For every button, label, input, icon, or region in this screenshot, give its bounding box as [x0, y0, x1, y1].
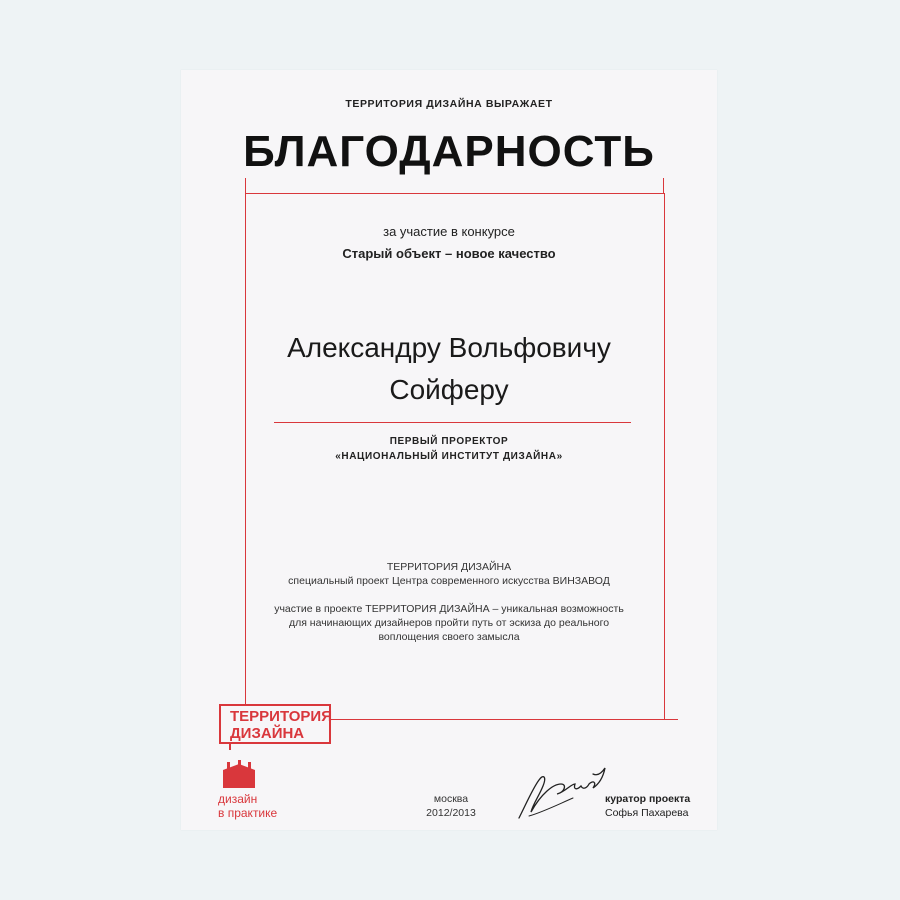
recipient-name-line1: Александру Вольфовичу — [287, 332, 611, 363]
frame-corner-mark — [245, 178, 246, 193]
city-and-years — [391, 792, 511, 820]
participation-description — [181, 602, 717, 644]
recipient-position-line1: ПЕРВЫЙ ПРОРЕКТОР — [389, 436, 509, 447]
curator-role: куратор проекта — [605, 793, 691, 805]
project-description: специальный проект Центра современного искусства ВИНЗАВОД — [288, 575, 610, 587]
city: москва — [433, 793, 469, 805]
logo-line2: ДИЗАЙНА — [230, 725, 305, 742]
certificate-title: БЛАГОДАРНОСТЬ — [243, 127, 655, 176]
territory-design-logo — [219, 704, 331, 744]
house-icon — [219, 760, 259, 790]
project-name: ТЕРРИТОРИЯ ДИЗАЙНА — [386, 561, 512, 573]
frame-corner-mark — [663, 178, 664, 193]
practice-line2: в практике — [218, 806, 278, 820]
curator-block — [605, 792, 690, 820]
design-in-practice-logo — [218, 792, 277, 820]
header-subtitle: ТЕРРИТОРИЯ ДИЗАЙНА ВЫРАЖАЕТ — [345, 98, 553, 110]
award-for-text: за участие в конкурсе — [383, 224, 515, 239]
description-line: для начинающих дизайнеров пройти путь от эскиза до реального — [288, 617, 610, 629]
frame-corner-mark — [663, 719, 678, 720]
description-line: участие в проекте ТЕРРИТОРИЯ ДИЗАЙНА – уникальная возможность — [274, 603, 624, 615]
years: 2012/2013 — [426, 807, 476, 819]
practice-line1: дизайн — [218, 792, 258, 806]
curator-name: Софья Пахарева — [605, 807, 689, 819]
curator-signature — [513, 754, 608, 824]
description-line: воплощения своего замысла — [378, 631, 520, 643]
recipient-name-line2: Сойферу — [389, 374, 509, 405]
contest-name: Старый объект – новое качество — [342, 246, 556, 261]
recipient-position-line2: «НАЦИОНАЛЬНЫЙ ИНСТИТУТ ДИЗАЙНА» — [335, 451, 563, 462]
name-underline — [274, 422, 631, 423]
logo-line1: ТЕРРИТОРИЯ — [230, 708, 332, 725]
logo-speech-tail — [229, 744, 245, 750]
certificate-sheet — [181, 70, 717, 830]
